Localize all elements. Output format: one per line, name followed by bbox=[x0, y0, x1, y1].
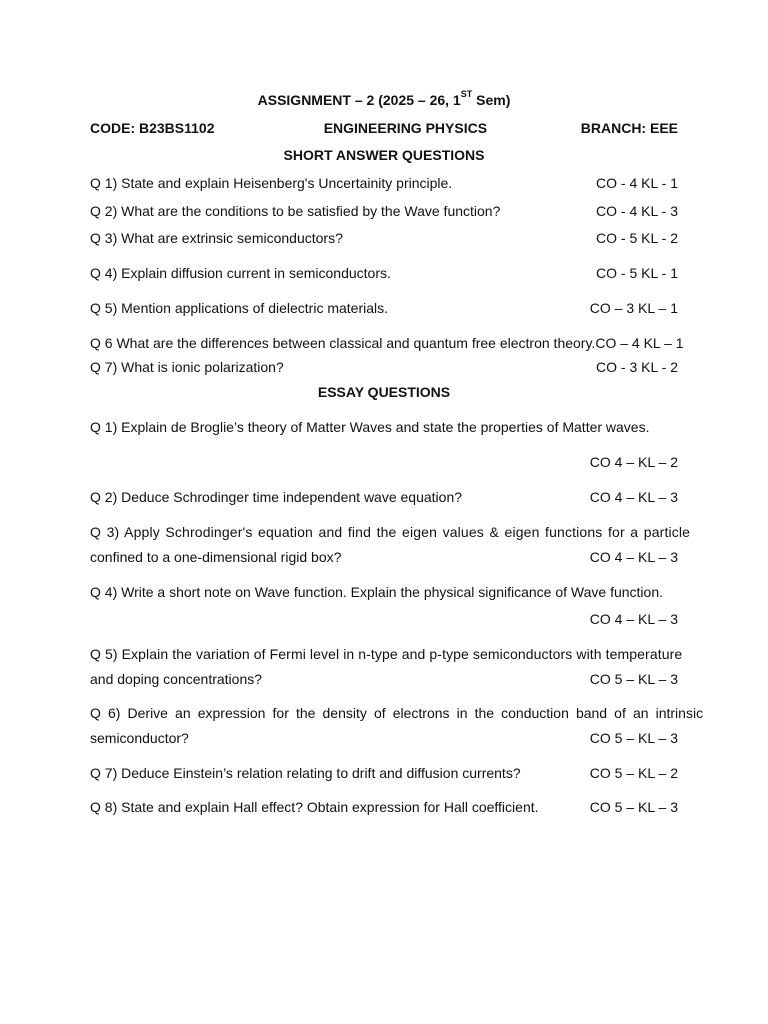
question-text: Q 2) Deduce Schrodinger time independent wave equation? bbox=[90, 489, 463, 505]
assignment-title bbox=[90, 91, 678, 109]
co-kl-tag: CO 5 – KL – 3 bbox=[589, 730, 678, 746]
question-text: Q 5) Explain the variation of Fermi level in n-type and p-type semiconductors with temperature bbox=[90, 646, 683, 662]
subject-name: ENGINEERING PHYSICS bbox=[323, 120, 488, 136]
co-kl-tag: CO - 4 KL - 1 bbox=[596, 175, 678, 191]
co-kl-tag: CO 4 – KL – 3 bbox=[589, 611, 678, 627]
co-kl-tag: CO 4 – KL – 2 bbox=[589, 454, 678, 470]
essay-question-8 bbox=[90, 798, 678, 816]
essay-question-6-continued bbox=[90, 729, 678, 747]
short-question-7 bbox=[90, 358, 678, 376]
question-text: Q 1) State and explain Heisenberg's Uncertainity principle. bbox=[90, 175, 453, 191]
question-text: Q 5) Mention applications of dielectric materials. bbox=[90, 300, 389, 316]
essay-question-7 bbox=[90, 764, 678, 782]
co-kl-tag: CO – 3 KL – 1 bbox=[589, 300, 678, 316]
co-kl-tag: CO 5 – KL – 2 bbox=[589, 765, 678, 781]
question-text: Q 7) What is ionic polarization? bbox=[90, 359, 284, 375]
question-text: Q 8) State and explain Hall effect? Obtain expression for Hall coefficient. bbox=[90, 799, 539, 815]
co-kl-tag: CO – 4 KL – 1 bbox=[595, 335, 684, 351]
title-main: ASSIGNMENT – 2 (2025 – 26, 1 bbox=[257, 92, 461, 108]
question-text: Q 3) Apply Schrodinger's equation and find the eigen values & eigen functions for a particle bbox=[90, 524, 691, 540]
question-text: Q 2) What are the conditions to be satisfied by the Wave function? bbox=[90, 203, 501, 219]
short-answer-heading-text: SHORT ANSWER QUESTIONS bbox=[283, 147, 485, 163]
essay-question-4 bbox=[90, 583, 678, 601]
co-kl-tag: CO 5 – KL – 3 bbox=[589, 799, 678, 815]
question-text: Q 6 What are the differences between classical and quantum free electron theory. bbox=[90, 335, 596, 351]
essay-question-4-tag-row bbox=[90, 610, 678, 628]
co-kl-tag: CO 4 – KL – 3 bbox=[589, 489, 678, 505]
short-question-6 bbox=[90, 334, 684, 352]
title-superscript: ST bbox=[460, 89, 473, 100]
essay-question-5 bbox=[90, 645, 683, 663]
question-text-continued: semiconductor? bbox=[90, 730, 189, 746]
essay-question-1-tag-row bbox=[90, 453, 678, 471]
short-question-2 bbox=[90, 202, 678, 220]
title-end: Sem) bbox=[472, 92, 511, 108]
co-kl-tag: CO 4 – KL – 3 bbox=[589, 549, 678, 565]
essay-question-2 bbox=[90, 488, 678, 506]
essay-question-6 bbox=[90, 704, 704, 722]
short-question-5 bbox=[90, 299, 678, 317]
course-header-row bbox=[90, 119, 678, 137]
essay-heading bbox=[90, 383, 678, 401]
short-question-1 bbox=[90, 174, 678, 192]
co-kl-tag: CO 5 – KL – 3 bbox=[589, 671, 678, 687]
essay-question-3-continued bbox=[90, 548, 678, 566]
essay-question-3 bbox=[90, 523, 691, 541]
question-text: Q 1) Explain de Broglie’s theory of Matter Waves and state the properties of Matter waves. bbox=[90, 419, 650, 435]
short-answer-heading bbox=[90, 146, 678, 164]
essay-question-1 bbox=[90, 418, 678, 436]
short-question-4 bbox=[90, 264, 678, 282]
course-code: CODE: B23BS1102 bbox=[90, 120, 215, 136]
co-kl-tag: CO - 5 KL - 1 bbox=[596, 265, 678, 281]
co-kl-tag: CO - 5 KL - 2 bbox=[596, 230, 678, 246]
question-text: Q 3) What are extrinsic semiconductors? bbox=[90, 230, 343, 246]
co-kl-tag: CO - 3 KL - 2 bbox=[596, 359, 678, 375]
question-text: Q 7) Deduce Einstein’s relation relating to drift and diffusion currents? bbox=[90, 765, 521, 781]
essay-heading-text: ESSAY QUESTIONS bbox=[317, 384, 451, 400]
question-text-continued: and doping concentrations? bbox=[90, 671, 263, 687]
essay-question-5-continued bbox=[90, 670, 678, 688]
question-text: Q 4) Explain diffusion current in semiconductors. bbox=[90, 265, 391, 281]
question-text-continued: confined to a one-dimensional rigid box? bbox=[90, 549, 342, 565]
question-text: Q 4) Write a short note on Wave function. Explain the physical significance of Wave function. bbox=[90, 584, 663, 600]
question-text: Q 6) Derive an expression for the density of electrons in the conduction band of an intrinsic bbox=[90, 705, 704, 721]
co-kl-tag: CO - 4 KL - 3 bbox=[596, 203, 678, 219]
short-question-3 bbox=[90, 229, 678, 247]
branch-name: BRANCH: EEE bbox=[580, 120, 678, 136]
